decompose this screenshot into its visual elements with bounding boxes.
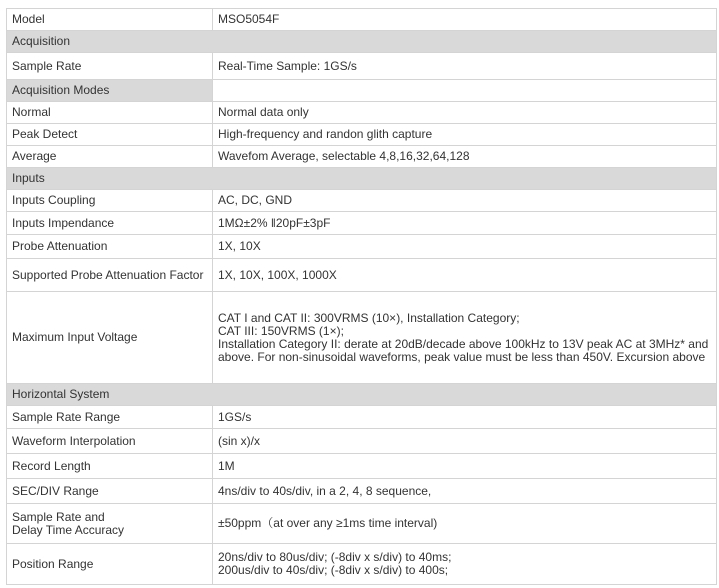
row-value: AC, DC, GND — [213, 190, 717, 212]
table-row — [7, 454, 717, 479]
table-row — [7, 479, 717, 504]
row-label: SEC/DIV Range — [7, 479, 213, 504]
table-row — [7, 102, 717, 124]
spec-table — [6, 8, 717, 585]
row-value: 1GS/s — [213, 406, 717, 429]
row-value: High-frequency and randon glith capture — [213, 124, 717, 146]
table-row — [7, 406, 717, 429]
row-label: Inputs Impendance — [7, 212, 213, 235]
row-label: Sample Rate and Delay Time Accuracy — [7, 504, 213, 544]
row-label: Sample Rate Range — [7, 406, 213, 429]
row-label: Inputs Coupling — [7, 190, 213, 212]
row-value: 1X, 10X — [213, 235, 717, 259]
row-value: 1M — [213, 454, 717, 479]
table-row — [7, 190, 717, 212]
row-label: Position Range — [7, 544, 213, 585]
table-row — [7, 259, 717, 292]
row-label: Normal — [7, 102, 213, 124]
row-value: (sin x)/x — [213, 429, 717, 454]
row-value: Wavefom Average, selectable 4,8,16,32,64,128 — [213, 146, 717, 168]
section-header-row — [7, 384, 717, 406]
table-row — [7, 504, 717, 544]
table-row — [7, 235, 717, 259]
row-label: Sample Rate — [7, 53, 213, 80]
row-value: 1MΩ±2% ǁ20pF±3pF — [213, 212, 717, 235]
table-row — [7, 9, 717, 31]
table-row — [7, 292, 717, 384]
section-title: Acquisition — [7, 31, 717, 53]
row-label: Average — [7, 146, 213, 168]
row-label: Supported Probe Attenuation Factor — [7, 259, 213, 292]
row-value: CAT I and CAT II: 300VRMS (10×), Installation Category; CAT III: 150VRMS (1×); Installation Category II: derate at 20dB/decade above 100kHz to 13V peak AC at 3MHz* and above. For non-sinusoidal waveforms, peak value must be less than 450V. Excursion above — [213, 292, 717, 384]
table-row — [7, 146, 717, 168]
section-title: Inputs — [7, 168, 717, 190]
section-header-row — [7, 31, 717, 53]
row-value: 20ns/div to 80us/div; (-8div x s/div) to 40ms; 200us/div to 40s/div; (-8div x s/div) to 400s; — [213, 544, 717, 585]
table-row — [7, 429, 717, 454]
section-header-row — [7, 80, 717, 102]
empty-cell — [213, 80, 717, 102]
row-value: 1X, 10X, 100X, 1000X — [213, 259, 717, 292]
section-title: Horizontal System — [7, 384, 717, 406]
row-label: Record Length — [7, 454, 213, 479]
section-header-row — [7, 168, 717, 190]
table-row — [7, 53, 717, 80]
row-label: Maximum Input Voltage — [7, 292, 213, 384]
row-value: Normal data only — [213, 102, 717, 124]
row-label: Probe Attenuation — [7, 235, 213, 259]
row-label: Waveform Interpolation — [7, 429, 213, 454]
row-value: Real-Time Sample: 1GS/s — [213, 53, 717, 80]
table-row — [7, 544, 717, 585]
table-row — [7, 124, 717, 146]
section-title: Acquisition Modes — [7, 80, 213, 102]
row-label: Model — [7, 9, 213, 31]
row-value: 4ns/div to 40s/div, in a 2, 4, 8 sequence, — [213, 479, 717, 504]
row-value: ±50ppm（at over any ≥1ms time interval) — [213, 504, 717, 544]
row-value: MSO5054F — [213, 9, 717, 31]
row-label: Peak Detect — [7, 124, 213, 146]
table-row — [7, 212, 717, 235]
